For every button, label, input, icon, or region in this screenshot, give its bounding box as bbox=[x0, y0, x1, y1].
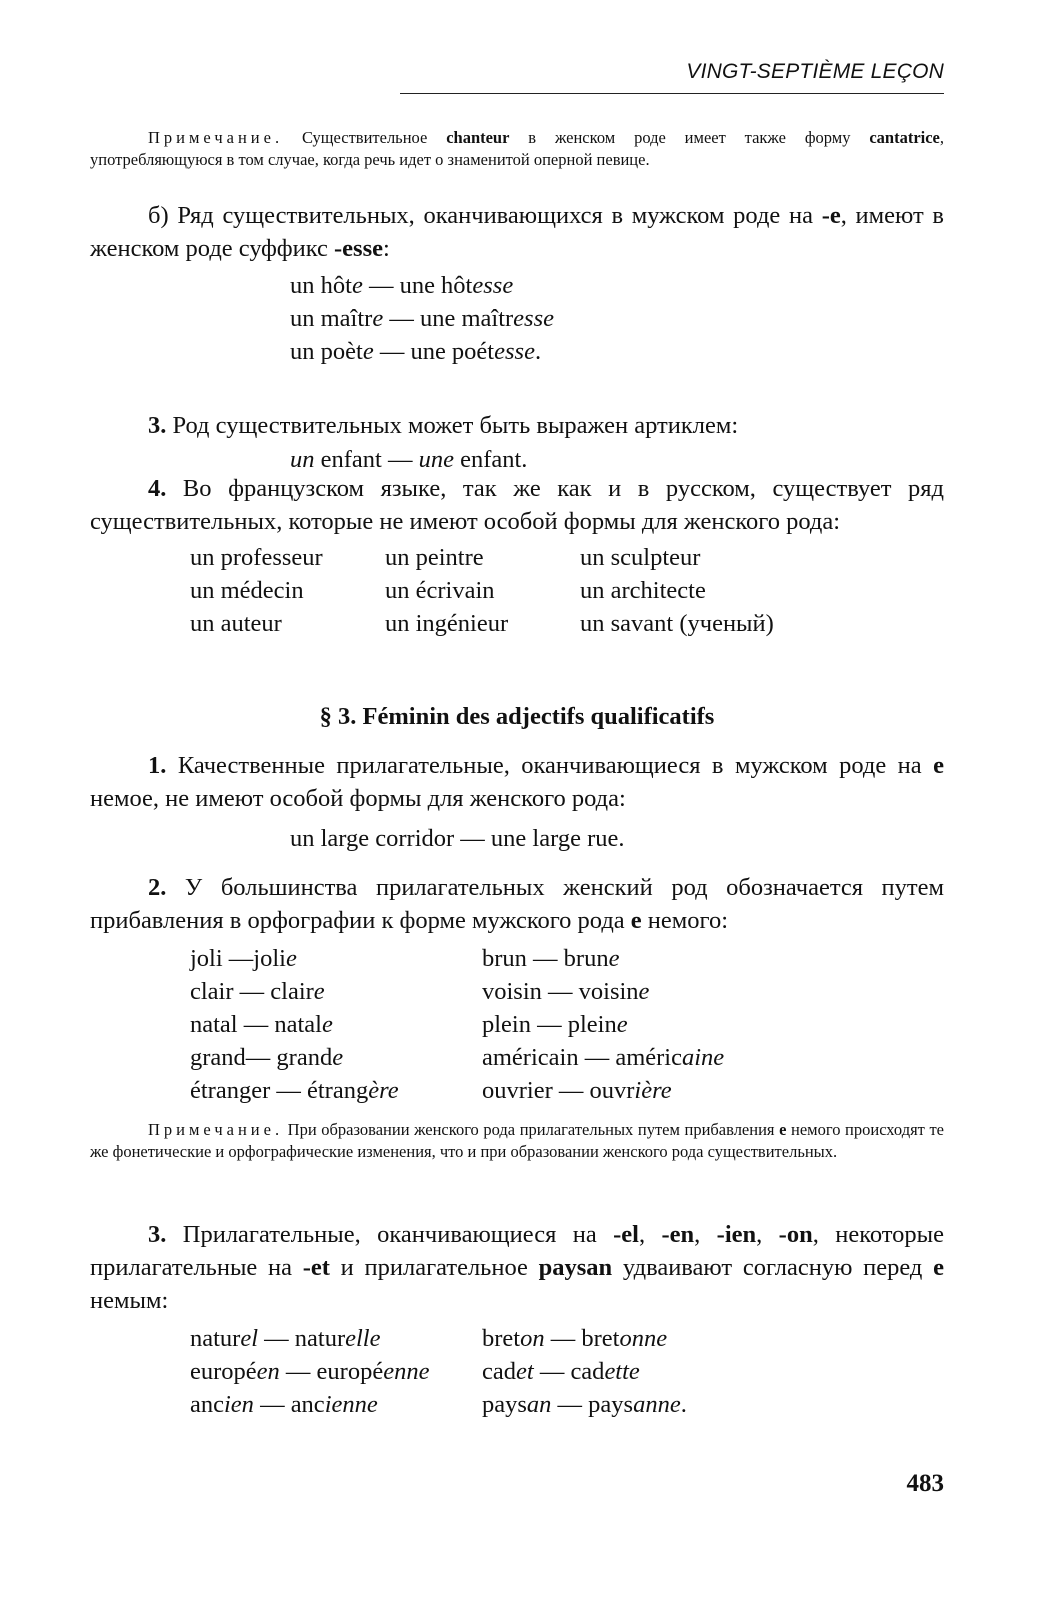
doubling-table bbox=[190, 1322, 782, 1421]
note-lead: Примечание. bbox=[148, 128, 284, 147]
noun-table bbox=[190, 541, 840, 640]
example-line: un hôte — une hôtesse bbox=[290, 272, 514, 299]
paragraph-4: 4. Во французском языке, так же как и в русском, существует ряд существительных, которые не имеют особой формы для женского рода: bbox=[90, 475, 944, 535]
table-row: natal — natale plein — pleine bbox=[190, 1011, 628, 1038]
example-list-esse bbox=[290, 269, 554, 368]
example-line: un maître — une maîtresse bbox=[290, 305, 554, 332]
paragraph-adj-1: 1. Качественные прилагательные, оканчивающиеся в мужском роде на e немое, не имеют особой формы для женского рода: bbox=[90, 752, 944, 812]
page-number: 483 bbox=[906, 1470, 944, 1497]
note-phonetic: Примечание. При образовании женского рода прилагательных путем прибавления e немого происходят те же фонетические и орфографические изменения, что и при образовании женского рода существительных. bbox=[90, 1120, 944, 1161]
table-row: un médecin un écrivain un architecte bbox=[190, 577, 706, 604]
table-row: grand— grande américain — américaine bbox=[190, 1044, 725, 1071]
section-title: § 3. Féminin des adjectifs qualificatifs bbox=[319, 703, 715, 730]
example-article: un enfant — une enfant. bbox=[290, 446, 528, 473]
paragraph-b: б) Ряд существительных, оканчивающихся в мужском роде на -e, имеют в женском роде суффикс -esse: bbox=[90, 202, 944, 262]
table-row: étranger — étrangère ouvrier — ouvrière bbox=[190, 1077, 672, 1104]
term-cantatrice: cantatrice bbox=[869, 128, 940, 147]
table-row: naturel — naturelle breton — bretonne bbox=[190, 1325, 668, 1352]
table-row: ancien — ancienne paysan — paysanne. bbox=[190, 1391, 687, 1418]
running-head: VINGT-SEPTIÈME LEÇON bbox=[400, 60, 944, 94]
paragraph-adj-3: 3. Прилагательные, оканчивающиеся на -el, -en, -ien, -on, некоторые прилагательные на -et и прилагательное paysan удваивают согласную перед e немым: bbox=[90, 1221, 945, 1314]
example-large: un large corridor — une large rue. bbox=[290, 825, 625, 852]
table-row: joli —jolie brun — brune bbox=[190, 945, 620, 972]
paragraph-adj-2: 2. У большинства прилагательных женский род обозначается путем прибавления в орфографии к форме мужского рода e немого: bbox=[90, 874, 944, 934]
term-chanteur: chanteur bbox=[446, 128, 510, 147]
note-chanteur: Примечание. Существительное chanteur в женском роде имеет также форму cantatrice, употребляющуюся в том случае, когда речь идет о знаменитой оперной певице. bbox=[90, 128, 944, 169]
paragraph-3: 3. Род существительных может быть выражен артиклем: bbox=[148, 412, 739, 439]
table-row: clair — claire voisin — voisine bbox=[190, 978, 650, 1005]
table-row: un professeur un peintre un sculpteur bbox=[190, 544, 701, 571]
table-row: un auteur un ingénieur un savant (ученый) bbox=[190, 610, 774, 637]
example-line: un poète — une poétesse. bbox=[290, 338, 542, 365]
adjective-table bbox=[190, 942, 782, 1107]
table-row: européen — européenne cadet — cadette bbox=[190, 1358, 640, 1385]
